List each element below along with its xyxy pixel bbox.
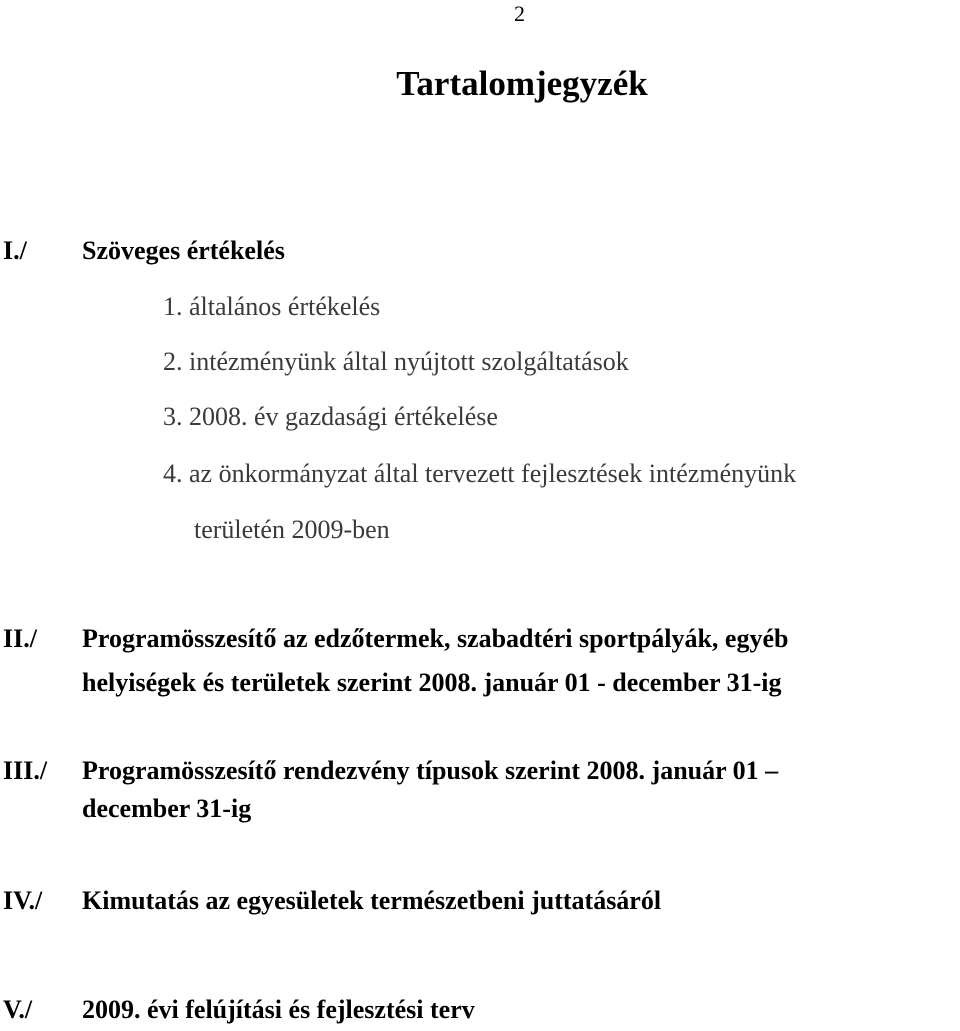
section-1-item-4-continuation: területén 2009-ben	[194, 515, 390, 544]
section-3-title-line-1: Programösszesítő rendezvény típusok szerint 2008. január 01 –	[82, 756, 779, 785]
section-3-number: III./	[3, 756, 48, 785]
section-2-title-line-2: helyiségek és területek szerint 2008. január 01 - december 31-ig	[82, 668, 782, 697]
document-title: Tartalomjegyzék	[396, 64, 648, 103]
section-4-number: IV./	[3, 886, 43, 915]
section-1-item-4: 4. az önkormányzat által tervezett fejlesztések intézményünk	[163, 459, 797, 488]
section-5-number: V./	[3, 995, 33, 1024]
section-1-item-2: 2. intézményünk által nyújtott szolgáltatások	[163, 347, 629, 376]
section-3-title-line-2: december 31-ig	[82, 794, 252, 823]
section-2-title-line-1: Programösszesítő az edzőtermek, szabadtéri sportpályák, egyéb	[82, 624, 789, 653]
section-4-title: Kimutatás az egyesületek természetbeni juttatásáról	[82, 886, 662, 915]
section-1-item-1: 1. általános értékelés	[163, 292, 381, 321]
section-1-item-3: 3. 2008. év gazdasági értékelése	[163, 402, 498, 431]
section-1-title: Szöveges értékelés	[82, 236, 285, 265]
page-number: 2	[514, 1, 525, 26]
section-1-number: I./	[3, 236, 27, 265]
section-2-number: II./	[3, 624, 37, 653]
section-5-title: 2009. évi felújítási és fejlesztési terv	[82, 995, 475, 1024]
